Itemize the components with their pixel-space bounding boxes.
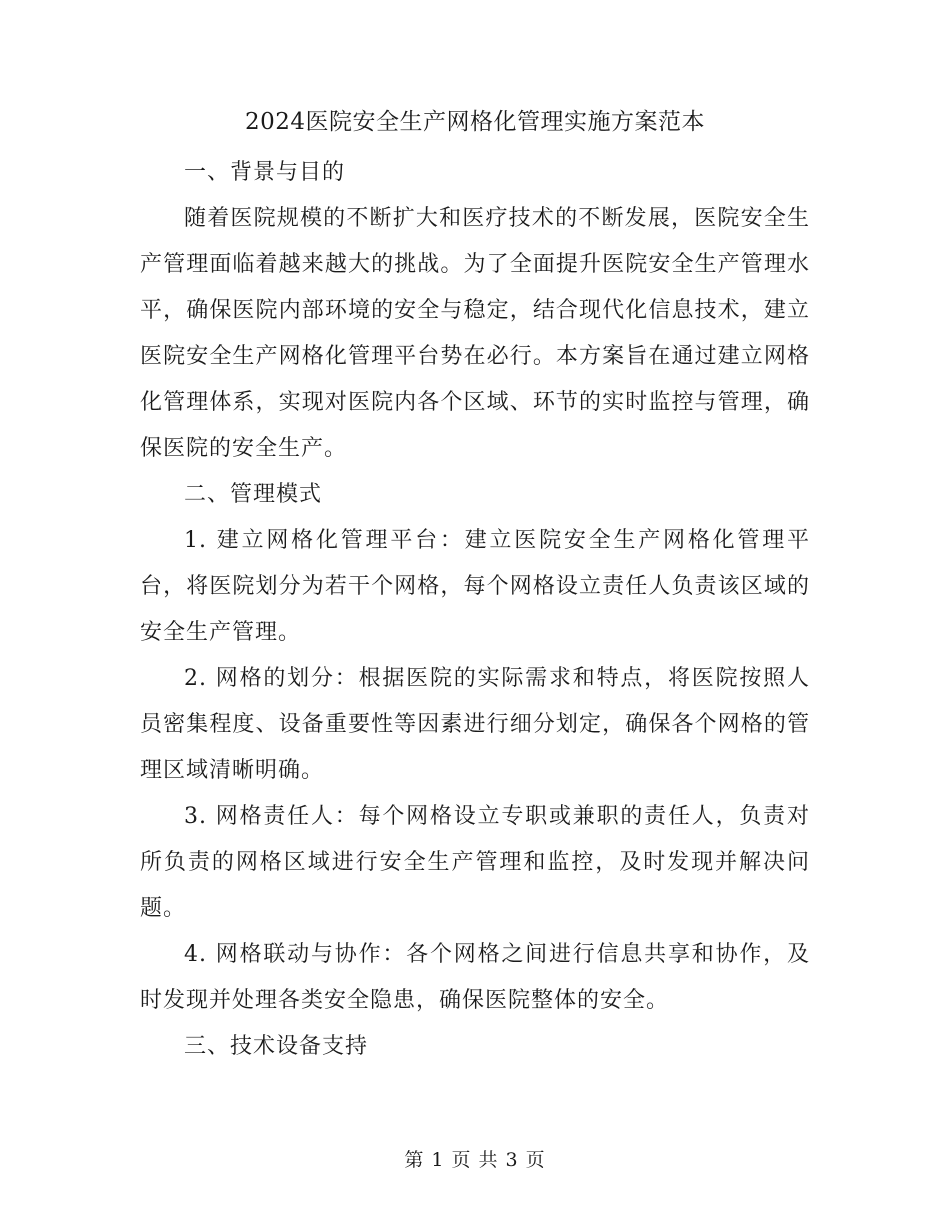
paragraph-background: 随着医院规模的不断扩大和医疗技术的不断发展，医院安全生产管理面临着越来越大的挑战。为了全面提升医院安全生产管理水平，确保医院内部环境的安全与稳定，结合现代化信息技术，建立医院安全生产网格化管理平台势在必行。本方案旨在通过建立网格化管理体系，实现对医院内各个区域、环节的实时监控与管理，确保医院的安全生产。: [140, 206, 810, 461]
document-title: 2024医院安全生产网格化管理实施方案范本: [244, 109, 706, 135]
paragraph-item-3: 3. 网格责任人：每个网格设立专职或兼职的责任人，负责对所负责的网格区域进行安全生产管理和监控，及时发现并解决问题。: [140, 804, 810, 921]
section-heading-management-mode: 二、管理模式: [184, 482, 323, 507]
document-body: [140, 150, 810, 1070]
paragraph-item-4: 4. 网格联动与协作：各个网格之间进行信息共享和协作，及时发现并处理各类安全隐患，确保医院整体的安全。: [140, 942, 810, 1013]
page-footer: 第 1 页 共 3 页: [404, 1149, 546, 1171]
section-heading-technical-support: 三、技术设备支持: [184, 1034, 369, 1059]
section-heading-background: 一、背景与目的: [184, 160, 346, 185]
paragraph-item-2: 2. 网格的划分：根据医院的实际需求和特点，将医院按照人员密集程度、设备重要性等因素进行细分划定，确保各个网格的管理区域清晰明确。: [140, 666, 810, 783]
paragraph-item-1: 1. 建立网格化管理平台：建立医院安全生产网格化管理平台，将医院划分为若干个网格，每个网格设立责任人负责该区域的安全生产管理。: [140, 528, 810, 645]
